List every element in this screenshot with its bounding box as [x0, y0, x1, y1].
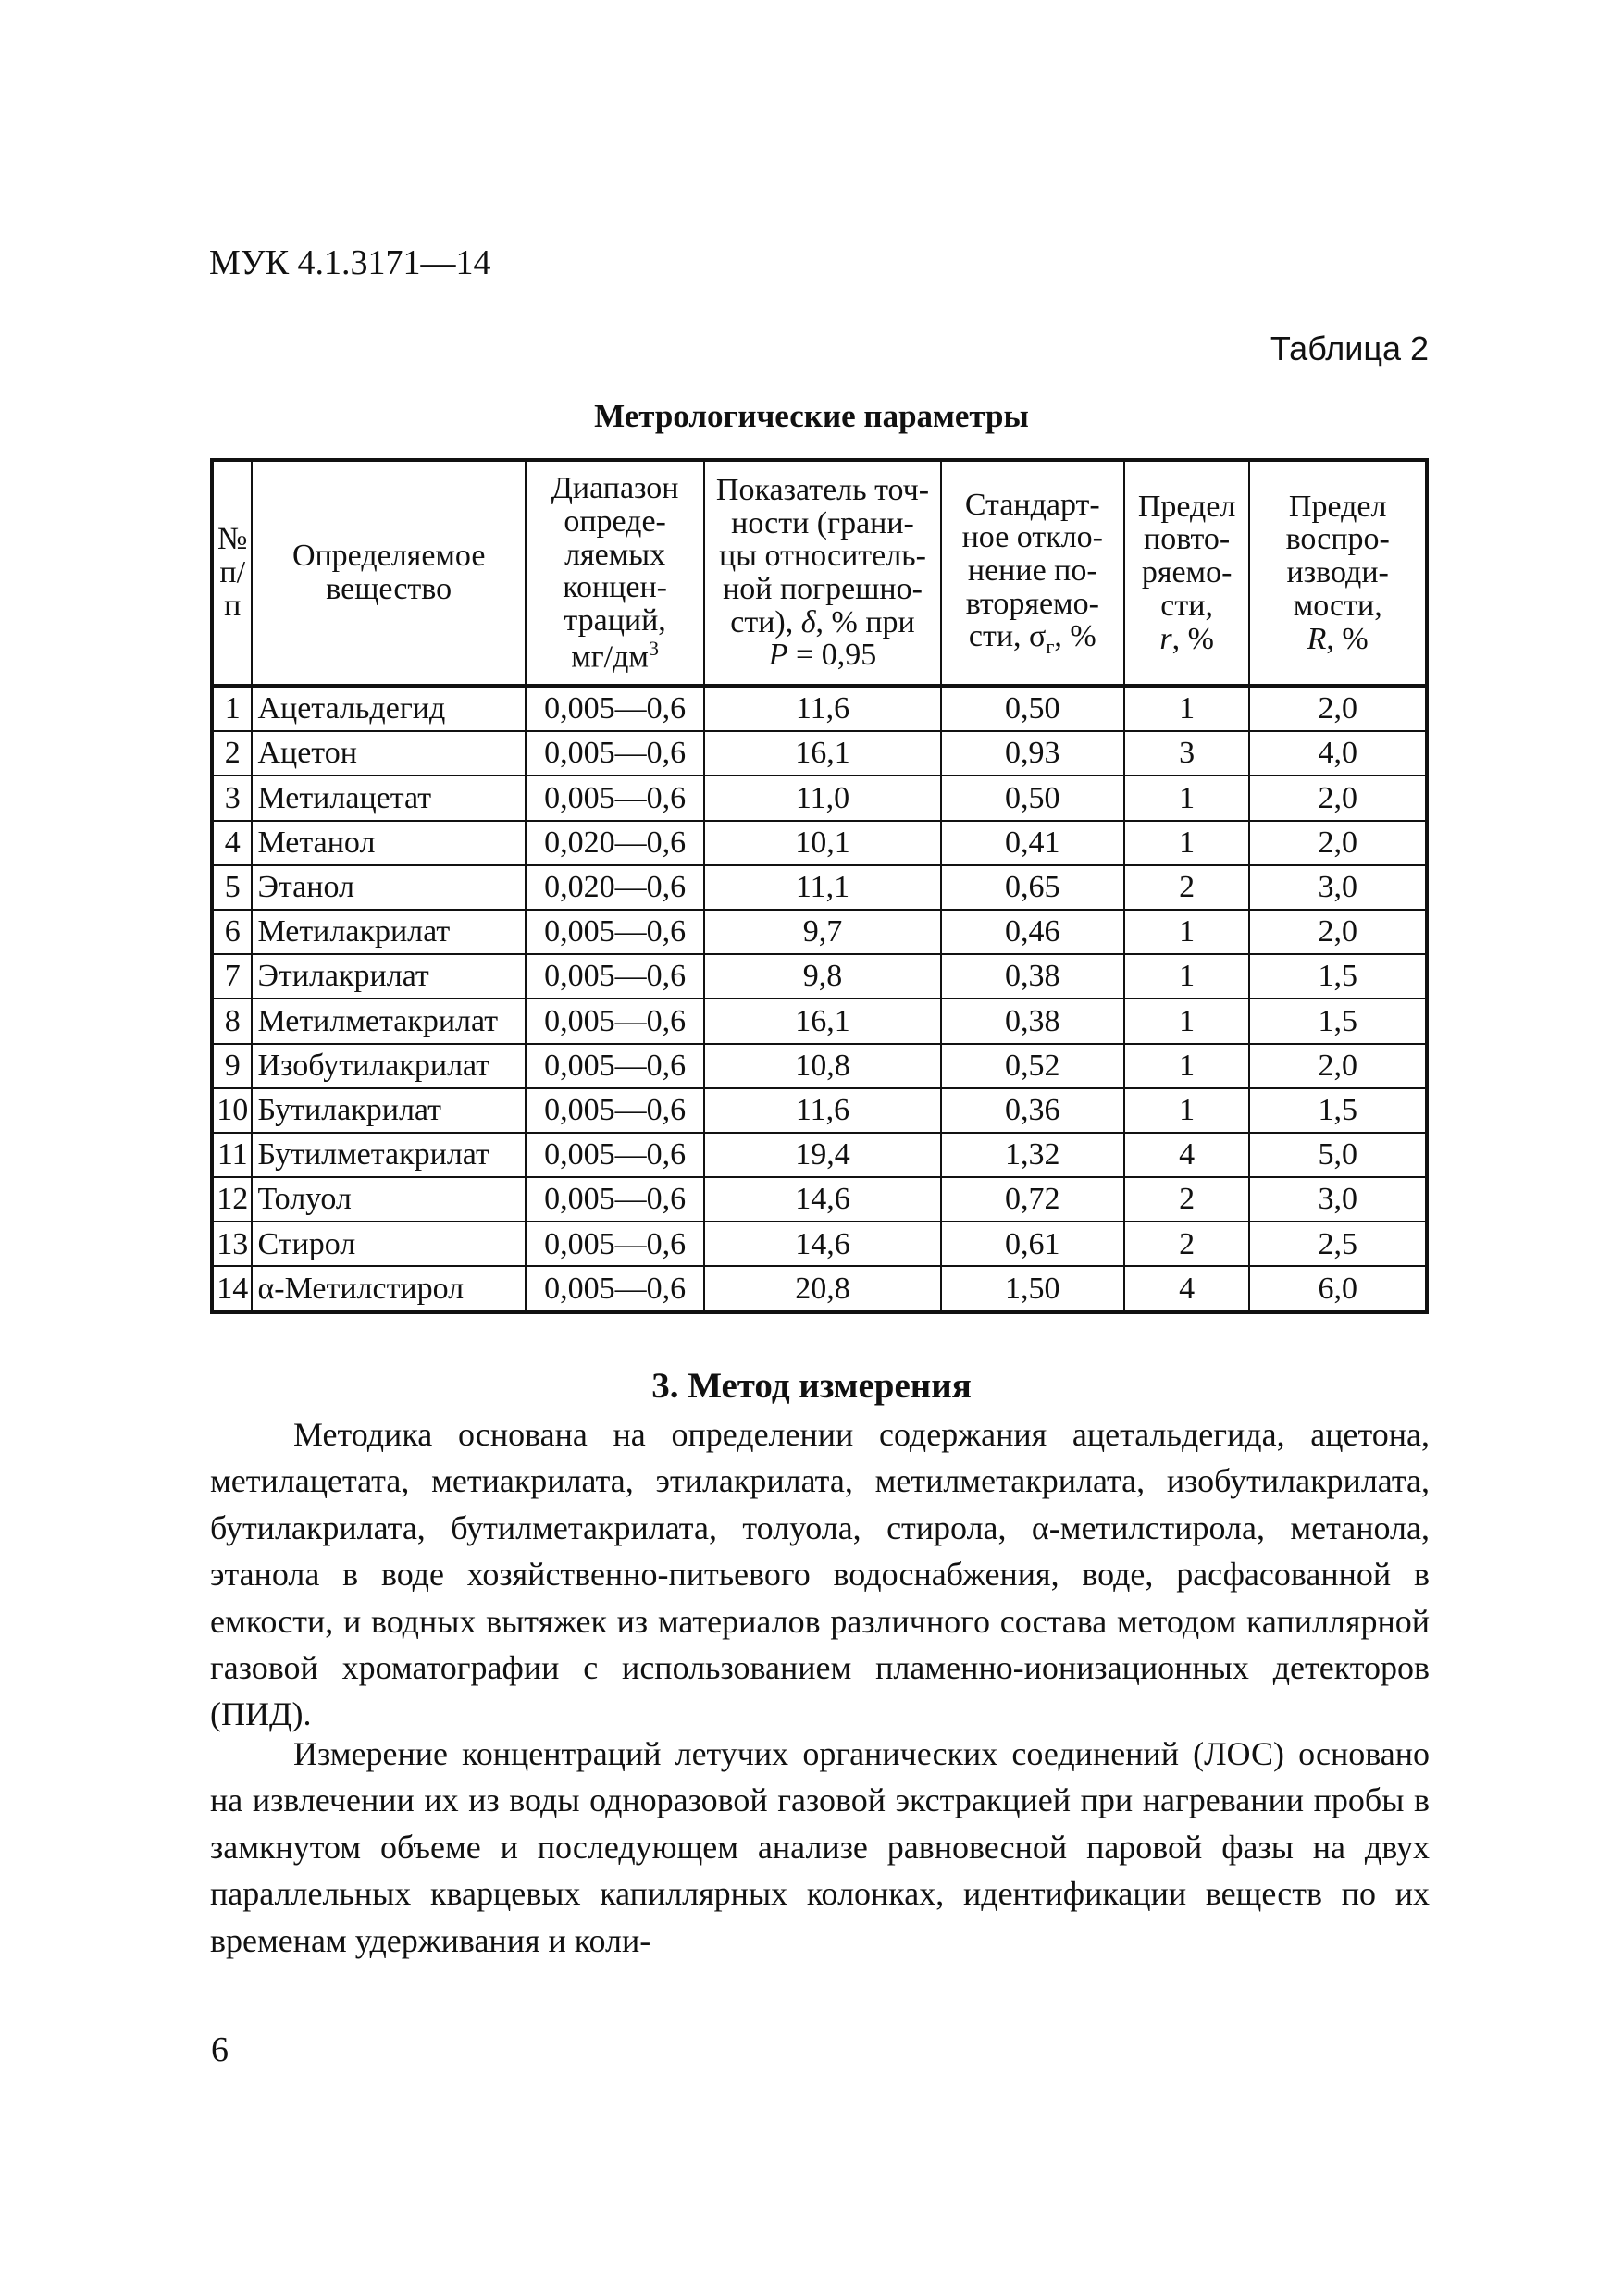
reproducibility-limit: 2,0	[1249, 686, 1427, 731]
metrological-parameters-table	[210, 458, 1429, 1314]
accuracy-value: 11,0	[704, 776, 940, 820]
table-label: Таблица 2	[1270, 329, 1429, 367]
substance-name: Бутилакрилат	[252, 1088, 525, 1133]
table-title: Метрологические параметры	[594, 398, 1029, 434]
table-row	[212, 1266, 1427, 1311]
reproducibility-limit: 2,5	[1249, 1222, 1427, 1266]
accuracy-value: 20,8	[704, 1266, 940, 1311]
concentration-range: 0,005—0,6	[526, 954, 704, 999]
table-row	[212, 910, 1427, 954]
table-row	[212, 686, 1427, 731]
std-deviation-value: 0,38	[941, 999, 1124, 1043]
repeatability-limit: 1	[1124, 1044, 1250, 1088]
accuracy-value: 10,8	[704, 1044, 940, 1088]
substance-name: Метилакрилат	[252, 910, 525, 954]
concentration-range: 0,005—0,6	[526, 1177, 704, 1222]
paragraph: Измерение концентраций летучих органических соединений (ЛОС) основано на извлечении их из воды одноразовой газовой экстракцией при нагревании пробы в замкнутом объеме и последующем анализе равновесной паровой фазы на двух параллельных кварцевых капиллярных колонках, идентификации веществ по их временам удерживания и коли-	[210, 1735, 1430, 1959]
substance-name: Изобутилакрилат	[252, 1044, 525, 1088]
concentration-range: 0,005—0,6	[526, 910, 704, 954]
concentration-range: 0,005—0,6	[526, 731, 704, 776]
table-row	[212, 1044, 1427, 1088]
section-body	[210, 1731, 1430, 1964]
substance-name: Этилакрилат	[252, 954, 525, 999]
std-deviation-value: 0,36	[941, 1088, 1124, 1133]
substance-name: Метилметакрилат	[252, 999, 525, 1043]
concentration-range: 0,005—0,6	[526, 1088, 704, 1133]
concentration-range: 0,005—0,6	[526, 999, 704, 1043]
table-row	[212, 1088, 1427, 1133]
reproducibility-limit: 2,0	[1249, 1044, 1427, 1088]
concentration-range: 0,005—0,6	[526, 686, 704, 731]
row-number: 1	[212, 686, 252, 731]
row-number: 7	[212, 954, 252, 999]
accuracy-value: 9,7	[704, 910, 940, 954]
paragraph: Методика основана на определении содержания ацетальдегида, ацетона, метилацетата, метиакрилата, этилакрилата, метилметакрилата, изобутилакрилата, бутилакрилата, бутилметакрилата, толуола, стирола, α-метилстирола, метанола, этанола в воде хозяйственно-питьевого водоснабжения, воде, расфасованной в емкости, и водных вытяжек из материалов различного состава методом капиллярной газовой хроматографии с использованием пламенно-ионизационных детекторов (ПИД).	[210, 1416, 1430, 1733]
accuracy-value: 16,1	[704, 999, 940, 1043]
substance-name: Этанол	[252, 865, 525, 910]
repeatability-limit: 2	[1124, 1177, 1250, 1222]
accuracy-value: 16,1	[704, 731, 940, 776]
std-deviation-value: 1,32	[941, 1133, 1124, 1177]
row-number: 11	[212, 1133, 252, 1177]
substance-name: Толуол	[252, 1177, 525, 1222]
concentration-range: 0,005—0,6	[526, 776, 704, 820]
repeatability-limit: 1	[1124, 910, 1250, 954]
table-row	[212, 1222, 1427, 1266]
repeatability-limit: 4	[1124, 1133, 1250, 1177]
repeatability-limit: 1	[1124, 1088, 1250, 1133]
row-number: 12	[212, 1177, 252, 1222]
repeatability-limit: 4	[1124, 1266, 1250, 1311]
concentration-range: 0,005—0,6	[526, 1133, 704, 1177]
accuracy-value: 11,6	[704, 1088, 940, 1133]
concentration-range: 0,005—0,6	[526, 1044, 704, 1088]
table-row	[212, 999, 1427, 1043]
substance-name: Метанол	[252, 821, 525, 865]
row-number: 8	[212, 999, 252, 1043]
std-deviation-value: 0,65	[941, 865, 1124, 910]
table-row	[212, 954, 1427, 999]
table-body	[212, 686, 1427, 1312]
reproducibility-limit: 3,0	[1249, 1177, 1427, 1222]
std-deviation-value: 0,50	[941, 686, 1124, 731]
std-deviation-value: 0,61	[941, 1222, 1124, 1266]
row-number: 6	[212, 910, 252, 954]
repeatability-limit: 1	[1124, 999, 1250, 1043]
row-number: 4	[212, 821, 252, 865]
std-deviation-value: 0,46	[941, 910, 1124, 954]
column-header-range: Диапазон опреде- ляемых концен- траций, $мг/дм^3$	[526, 460, 704, 686]
std-deviation-value: 0,72	[941, 1177, 1124, 1222]
column-header-substance: Определяемое вещество	[252, 460, 525, 686]
table-row	[212, 1177, 1427, 1222]
repeatability-limit: 1	[1124, 686, 1250, 731]
concentration-range: 0,005—0,6	[526, 1222, 704, 1266]
concentration-range: 0,005—0,6	[526, 1266, 704, 1311]
std-deviation-value: 0,38	[941, 954, 1124, 999]
document-code: МУК 4.1.3171—14	[209, 243, 491, 282]
row-number: 5	[212, 865, 252, 910]
table-row	[212, 865, 1427, 910]
accuracy-value: 9,8	[704, 954, 940, 999]
reproducibility-limit: 2,0	[1249, 776, 1427, 820]
std-deviation-value: 1,50	[941, 1266, 1124, 1311]
substance-name: Ацетон	[252, 731, 525, 776]
row-number: 14	[212, 1266, 252, 1311]
substance-name: Метилацетат	[252, 776, 525, 820]
reproducibility-limit: 1,5	[1249, 954, 1427, 999]
row-number: 9	[212, 1044, 252, 1088]
repeatability-limit: 2	[1124, 865, 1250, 910]
reproducibility-limit: 5,0	[1249, 1133, 1427, 1177]
substance-name: Стирол	[252, 1222, 525, 1266]
column-header-number: № п/п	[212, 460, 252, 686]
accuracy-value: 10,1	[704, 821, 940, 865]
row-number: 2	[212, 731, 252, 776]
column-header-std-deviation: Стандарт- ное откло- нение по- вторяемо- сти, $\sigma_г$, %	[941, 460, 1124, 686]
substance-name: Ацетальдегид	[252, 686, 525, 731]
concentration-range: 0,020—0,6	[526, 865, 704, 910]
reproducibility-limit: 2,0	[1249, 821, 1427, 865]
accuracy-value: 19,4	[704, 1133, 940, 1177]
reproducibility-limit: 6,0	[1249, 1266, 1427, 1311]
column-header-accuracy: Показатель точ- ности (грани- цы относитель- ной погрешно- сти), δ, % при P = 0,95	[704, 460, 940, 686]
std-deviation-value: 0,93	[941, 731, 1124, 776]
table-row	[212, 731, 1427, 776]
reproducibility-limit: 1,5	[1249, 999, 1427, 1043]
section-body	[210, 1411, 1430, 1738]
reproducibility-limit: 2,0	[1249, 910, 1427, 954]
repeatability-limit: 1	[1124, 776, 1250, 820]
std-deviation-value: 0,52	[941, 1044, 1124, 1088]
repeatability-limit: 1	[1124, 821, 1250, 865]
section-title: 3. Метод измерения	[651, 1366, 972, 1406]
row-number: 3	[212, 776, 252, 820]
row-number: 10	[212, 1088, 252, 1133]
page-number: 6	[211, 2030, 229, 2069]
reproducibility-limit: 1,5	[1249, 1088, 1427, 1133]
accuracy-value: 14,6	[704, 1177, 940, 1222]
accuracy-value: 11,1	[704, 865, 940, 910]
reproducibility-limit: 3,0	[1249, 865, 1427, 910]
concentration-range: 0,020—0,6	[526, 821, 704, 865]
table-row	[212, 821, 1427, 865]
substance-name: α-Метилстирол	[252, 1266, 525, 1311]
table-row	[212, 776, 1427, 820]
accuracy-value: 14,6	[704, 1222, 940, 1266]
std-deviation-value: 0,50	[941, 776, 1124, 820]
accuracy-value: 11,6	[704, 686, 940, 731]
substance-name: Бутилметакрилат	[252, 1133, 525, 1177]
repeatability-limit: 2	[1124, 1222, 1250, 1266]
std-deviation-value: 0,41	[941, 821, 1124, 865]
reproducibility-limit: 4,0	[1249, 731, 1427, 776]
repeatability-limit: 1	[1124, 954, 1250, 999]
table-row	[212, 1133, 1427, 1177]
row-number: 13	[212, 1222, 252, 1266]
column-header-reproducibility: Предел воспро- изводи- мости, R, %	[1249, 460, 1427, 686]
table-header-row	[212, 460, 1427, 686]
column-header-repeatability: Предел повто- ряемо- сти, r, %	[1124, 460, 1250, 686]
repeatability-limit: 3	[1124, 731, 1250, 776]
